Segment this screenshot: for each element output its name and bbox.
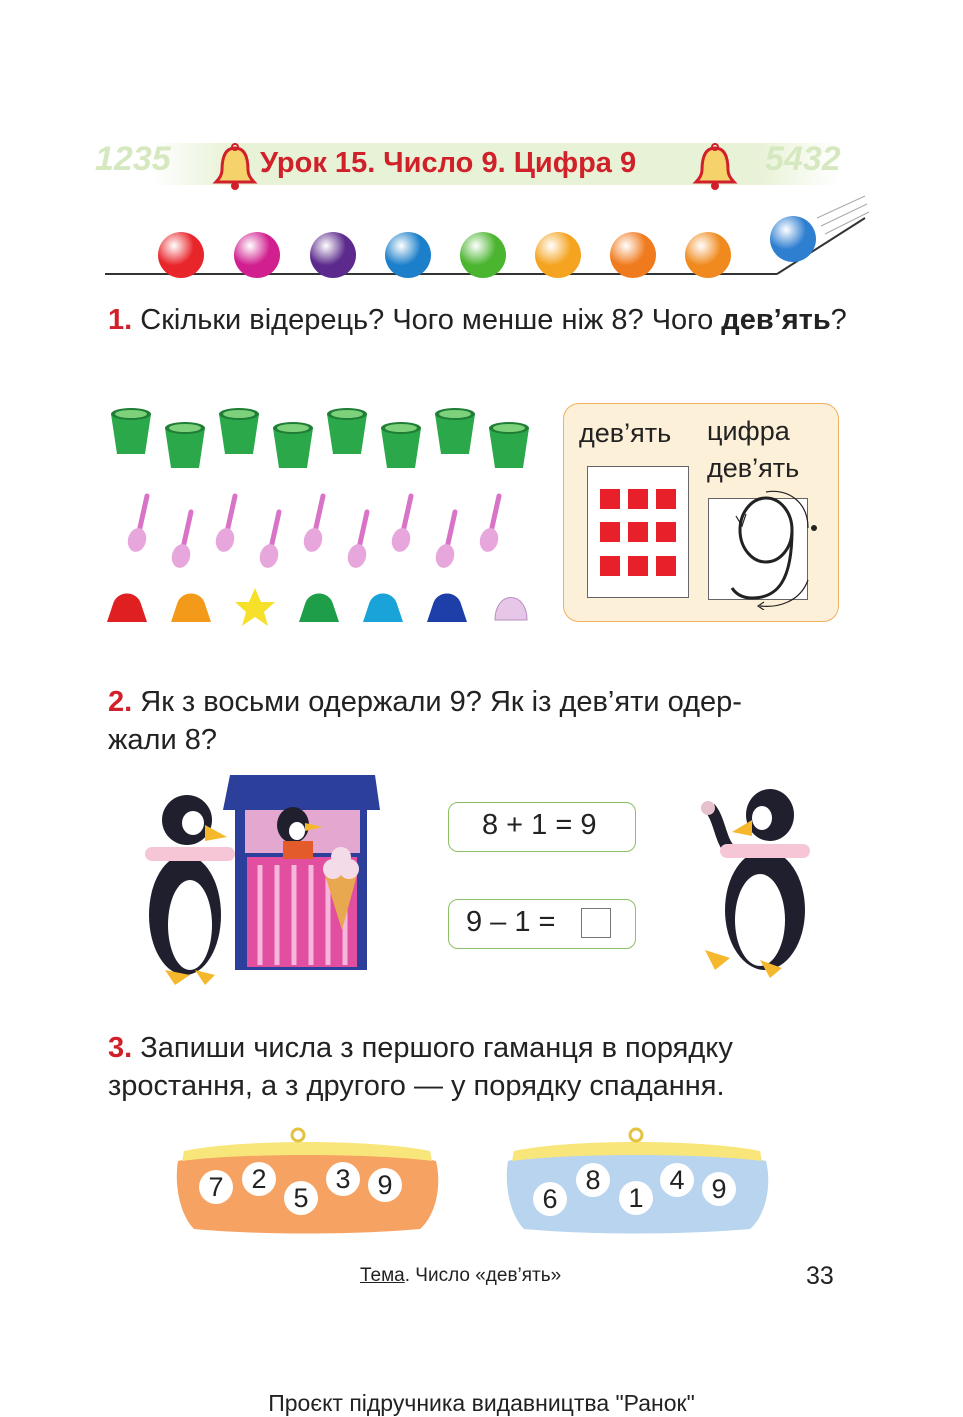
- lesson-title: Урок 15. Число 9. Цифра 9: [260, 147, 637, 179]
- bucket-icon: [273, 422, 313, 468]
- exercise-2-line1: Як з восьми одержали 9? Як із дев’яти одер-: [132, 686, 742, 718]
- shovel-icon: [433, 512, 457, 570]
- ball-purple: [310, 232, 356, 278]
- purse-1-number: 3: [326, 1162, 360, 1196]
- exercise-1-bold-word: дев’ять: [721, 304, 831, 336]
- exercise-3-line2: зростання, а з другого — у порядку спадання.: [108, 1070, 725, 1102]
- purse-1-number: 9: [368, 1168, 402, 1202]
- cyan-mold-icon: [363, 594, 403, 623]
- purse-2-number: 4: [660, 1163, 694, 1197]
- answer-input-box[interactable]: [581, 908, 611, 938]
- bucket-icon: [435, 408, 475, 454]
- purse-2-number: 9: [702, 1172, 736, 1206]
- purse-2-number: 6: [533, 1182, 567, 1216]
- green-mold-icon: [299, 594, 339, 623]
- sandbox-toys: [105, 400, 545, 640]
- red-mold-icon: [107, 594, 147, 623]
- red-square: [656, 522, 676, 542]
- bucket-icon: [219, 408, 259, 454]
- shovel-icon: [389, 496, 413, 554]
- ball-green: [460, 232, 506, 278]
- bucket-icon: [381, 422, 421, 468]
- shovel-icon: [213, 496, 237, 554]
- penguin-ice-cream-kiosk: [135, 765, 385, 995]
- exercise-1-text: [108, 301, 848, 339]
- bell-icon-right: [692, 142, 738, 192]
- shovel-icon: [345, 512, 369, 570]
- card-word-digit: цифра: [707, 416, 790, 446]
- page-number: 33: [806, 1262, 834, 1290]
- red-square: [600, 522, 620, 542]
- topic-label: Тема: [360, 1265, 405, 1286]
- shovel-icon: [125, 496, 149, 554]
- topic-text: . Число «дев’ять»: [404, 1265, 562, 1286]
- exercise-1-question-end: ?: [830, 304, 847, 336]
- molds-group: [107, 588, 527, 626]
- red-square: [600, 556, 620, 576]
- shovel-icon: [477, 496, 501, 554]
- purse-1-number: 5: [284, 1181, 318, 1215]
- ball-orange-blue: [685, 232, 731, 278]
- topic-line: [360, 1265, 561, 1287]
- publisher-note: Проєкт підручника видавництва "Ранок": [268, 1390, 695, 1416]
- orange-mold-icon: [171, 594, 211, 623]
- exercise-1-question: Скільки відерець? Чого менше ніж 8? Чого: [132, 304, 722, 336]
- ball-blue: [385, 232, 431, 278]
- exercise-2-text: [108, 683, 848, 759]
- bucket-icon: [327, 408, 367, 454]
- exercise-2-line2: жали 8?: [108, 724, 217, 756]
- red-square: [628, 489, 648, 509]
- shell-mold-icon: [495, 598, 527, 621]
- bucket-icon: [165, 422, 205, 468]
- shovel-icon: [169, 512, 193, 570]
- purse-1-number: 7: [199, 1170, 233, 1204]
- exercise-2-number: 2.: [108, 686, 133, 718]
- shovels-group: [125, 496, 501, 570]
- purse-1-number: 2: [242, 1162, 276, 1196]
- penguin-with-ice-cream: [690, 780, 820, 990]
- card-word-nine-2: дев’ять: [707, 453, 800, 483]
- red-square: [628, 522, 648, 542]
- bell-icon-left: [212, 142, 258, 192]
- exercise-1-number: 1.: [108, 304, 133, 336]
- digit-nine-tracing: [708, 480, 828, 610]
- shovel-icon: [301, 496, 325, 554]
- purse-2-number: 8: [576, 1163, 610, 1197]
- yellow-star-mold-icon: [235, 588, 275, 626]
- exercise-3-text: [108, 1029, 868, 1105]
- red-square: [600, 489, 620, 509]
- ball-orange: [610, 232, 656, 278]
- buckets-group: [111, 408, 529, 468]
- red-square: [628, 556, 648, 576]
- red-square: [656, 489, 676, 509]
- equation-2: 9 – 1 =: [466, 906, 556, 938]
- equation-1: 8 + 1 = 9: [482, 809, 597, 841]
- bucket-icon: [111, 408, 151, 454]
- ball-red: [158, 232, 204, 278]
- ball-rolling: [770, 216, 816, 262]
- ball-orange-yellow: [535, 232, 581, 278]
- decorative-digits-right: 5432: [765, 140, 841, 178]
- shovel-icon: [257, 512, 281, 570]
- red-square: [656, 556, 676, 576]
- nine-squares-box: [587, 466, 689, 598]
- card-word-nine: дев’ять: [579, 418, 672, 448]
- exercise-3-line1: Запиши числа з першого гаманця в порядку: [132, 1032, 733, 1064]
- exercise-3-number: 3.: [108, 1032, 133, 1064]
- purse-2-number: 1: [619, 1181, 653, 1215]
- ball-magenta: [234, 232, 280, 278]
- decorative-digits-left: 1235: [95, 140, 171, 178]
- bucket-icon: [489, 422, 529, 468]
- blue-mold-icon: [427, 594, 467, 623]
